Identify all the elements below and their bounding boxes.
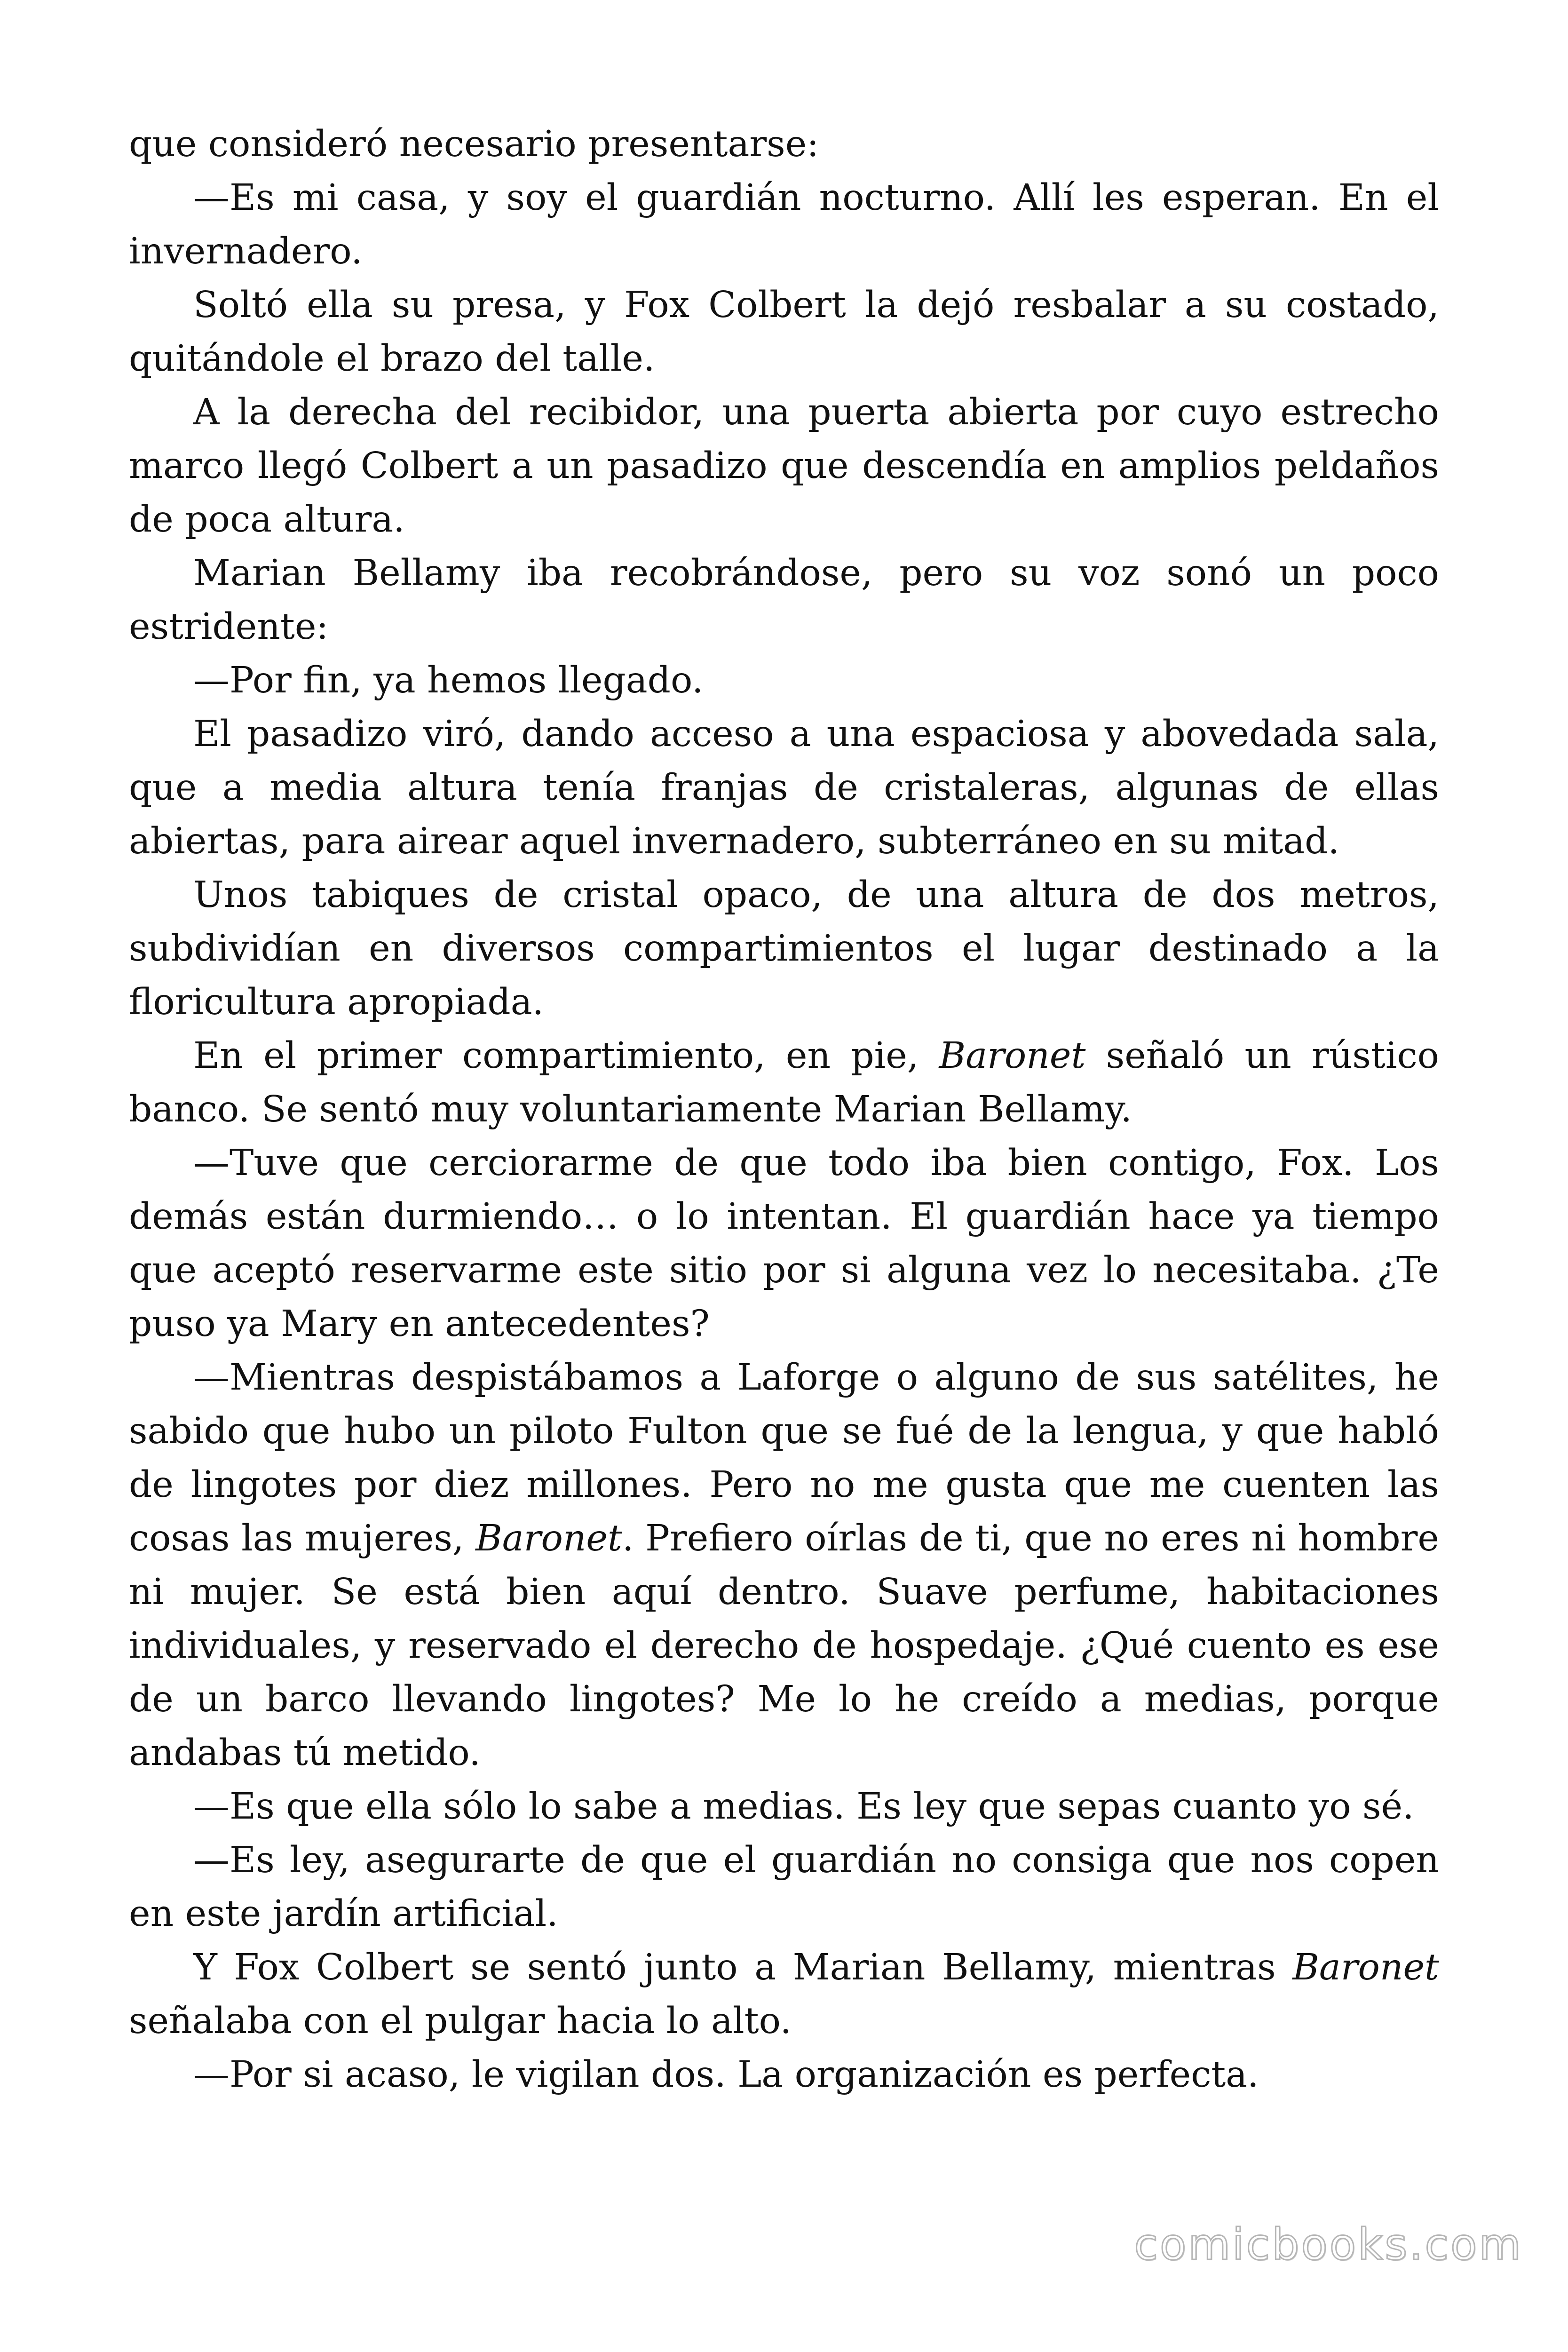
paragraph [129, 278, 1439, 386]
paragraph [129, 118, 1439, 171]
text-run: —Por si acaso, le vigilan dos. La organización es perfecta. [193, 2054, 1259, 2096]
watermark-logo: comicbooks.com [1134, 2219, 1523, 2270]
text-run: A la derecha del recibidor, una puerta abierta por cuyo estrecho marco llegó Colbert a un pasadizo que descendía en amplios peldaños de poca altura. [129, 391, 1439, 540]
paragraph [129, 1780, 1439, 1834]
text-run: que consideró necesario presentarse: [129, 123, 819, 165]
paragraph [129, 386, 1439, 547]
text-run: El pasadizo viró, dando acceso a una espaciosa y abovedada sala, que a media altura tenía franjas de cristaleras, algunas de ellas abiertas, para airear aquel invernadero, subterráneo en su mitad. [129, 713, 1439, 862]
text-run: . Prefiero oírlas de ti, que no eres ni hombre ni mujer. Se está bien aquí dentro. Suave perfume, habitaciones individuales, y reservado el derecho de hospedaje. ¿Qué cuento es ese de un barco llevando lingotes? Me lo he creído a medias, porque andabas tú metido. [129, 1518, 1439, 1774]
text-run: —Es que ella sólo lo sabe a medias. Es ley que sepas cuanto yo sé. [193, 1786, 1414, 1828]
paragraph [129, 1941, 1439, 2048]
text-run: —Tuve que cerciorarme de que todo iba bien contigo, Fox. Los demás están durmiendo… o lo intentan. El guardián hace ya tiempo que aceptó reservarme este sitio por si alguna vez lo necesitaba. ¿Te puso ya Mary en antecedentes? [129, 1142, 1439, 1345]
paragraph [129, 1136, 1439, 1351]
paragraph [129, 547, 1439, 654]
italic-text: Baronet [475, 1518, 622, 1559]
paragraph [129, 1029, 1439, 1136]
paragraph [129, 2048, 1439, 2102]
paragraph [129, 707, 1439, 868]
text-run: En el primer compartimiento, en pie, [193, 1035, 939, 1077]
paragraph [129, 654, 1439, 707]
text-run: Soltó ella su presa, y Fox Colbert la dejó resbalar a su costado, quitándole el brazo del talle. [129, 284, 1439, 380]
text-run: Unos tabiques de cristal opaco, de una altura de dos metros, subdividían en diversos compartimientos el lugar destinado a la floricultura apropiada. [129, 874, 1439, 1023]
book-page-body [129, 118, 1439, 2102]
text-run: —Por fin, ya hemos llegado. [193, 660, 704, 701]
paragraph [129, 1351, 1439, 1780]
text-run: Y Fox Colbert se sentó junto a Marian Bellamy, mientras [193, 1947, 1293, 1988]
paragraph [129, 868, 1439, 1029]
italic-text: Baronet [1292, 1947, 1439, 1988]
paragraph [129, 171, 1439, 278]
text-run: —Es ley, asegurarte de que el guardián no consiga que nos copen en este jardín artificial. [129, 1839, 1439, 1935]
italic-text: Baronet [939, 1035, 1086, 1077]
text-run: señalaba con el pulgar hacia lo alto. [129, 2000, 792, 2042]
paragraph [129, 1834, 1439, 1941]
text-run: señaló un rústico banco. Se sentó muy voluntariamente Marian Bellamy. [129, 1035, 1439, 1130]
text-run: —Mientras despistábamos a Laforge o alguno de sus satélites, he sabido que hubo un piloto Fulton que se fué de la lengua, y que habló de lingotes por diez millones. Pero no me gusta que me cuenten las cosas las mujeres, [129, 1357, 1439, 1559]
text-run: —Es mi casa, y soy el guardián nocturno. Allí les esperan. En el invernadero. [129, 177, 1439, 272]
text-run: Marian Bellamy iba recobrándose, pero su voz sonó un poco estridente: [129, 552, 1439, 648]
